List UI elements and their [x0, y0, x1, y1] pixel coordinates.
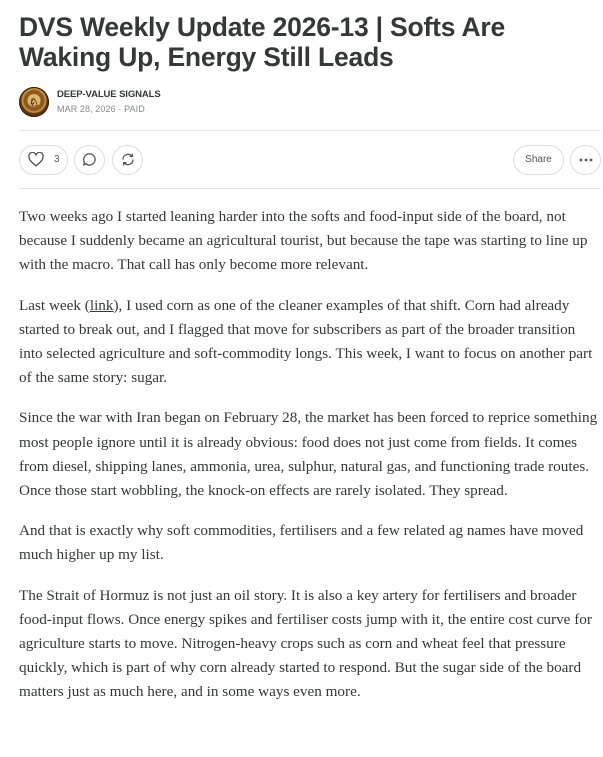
paragraph: The Strait of Hormuz is not just an oil story. It is also a key artery for fertilisers and broader food-input flows. Once energy spikes and fertiliser costs jump with it, the entire cost curve for agriculture starts to move. Nitrogen-heavy crops such as corn and wheat feel that pressure quickly, which is part of why corn already started to respond. But the sugar side of the board matters just as much here, and in some ways even more.: [19, 586, 592, 701]
restack-icon: [120, 152, 136, 167]
access-badge: PAID: [124, 104, 145, 114]
post-container: [19, 0, 601, 721]
byline: [19, 86, 601, 118]
post-date: MAR 28, 2026: [57, 104, 116, 114]
post-title: DVS Weekly Update 2026-13 | Softs Are Waking Up, Energy Still Leads: [19, 12, 506, 72]
author-name[interactable]: DEEP-VALUE SIGNALS: [57, 89, 161, 100]
meta-separator: ·: [118, 104, 122, 114]
avatar-logo-icon: ♘: [29, 95, 39, 109]
byline-text: [57, 88, 161, 116]
publication-avatar[interactable]: [19, 87, 49, 117]
share-button[interactable]: Share: [513, 145, 564, 175]
post-body: [19, 205, 601, 705]
paragraph-text: Last week (: [19, 296, 90, 314]
inline-link[interactable]: link: [89, 296, 114, 314]
paragraph: [19, 294, 601, 391]
like-count: 3: [54, 154, 60, 165]
paragraph-text: ), I used corn as one of the cleaner examples of that shift. Corn had already started to break out, and I flagged that move for subscribers as part of the broader transition into selected agriculture and soft-commodity longs. This week, I want to focus on another part of the same story: sugar.: [19, 296, 593, 387]
paragraph: Two weeks ago I started leaning harder into the softs and food-input side of the board, not because I suddenly became an agricultural tourist, but because the tape was starting to line up with the macro. That call has only become more relevant.: [19, 208, 588, 274]
heart-icon: [28, 152, 44, 167]
more-icon: [579, 158, 593, 162]
paragraph: And that is exactly why soft commodities, fertilisers and a few related ag names have moved much higher up my list.: [19, 522, 584, 564]
comment-button[interactable]: [74, 145, 105, 175]
more-button[interactable]: [570, 145, 601, 175]
comment-icon: [82, 152, 97, 167]
post-meta: [57, 103, 161, 116]
like-button[interactable]: [19, 145, 68, 175]
restack-button[interactable]: [112, 145, 143, 175]
post-action-bar: [19, 130, 601, 189]
paragraph: Since the war with Iran began on February 28, the market has been forced to reprice something most people ignore until it is already obvious: food does not just come from fields. It comes from diesel, shipping lanes, ammonia, urea, sulphur, natural gas, and functioning trade routes. Once those start wobbling, the knock-on effects are rarely isolated. They spread.: [19, 409, 598, 500]
